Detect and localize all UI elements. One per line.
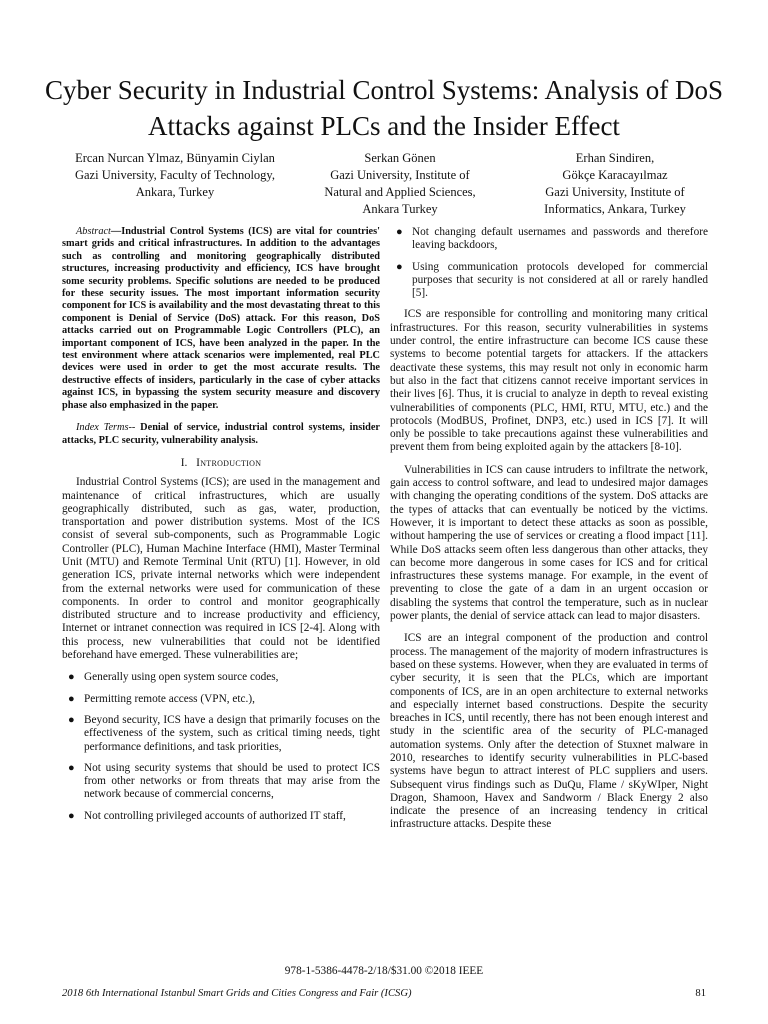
list-item-text: Not controlling privileged accounts of authorized IT staff, [84,809,346,822]
author-line: Gazi University, Faculty of Technology, [74,168,275,182]
right-column [390,226,708,841]
abstract-text: —Industrial Control Systems (ICS) are vital for countries' smart grids and critical infrastructures. In addition to the advantages such as controlling and monitoring geographically distributed structures, increasing productivity and efficiency, ICS have brought some security problems. Specific solutions are needed to be produced for these security issues. The most important information security component for ICS is availability and the most devastating threat to this component is Denial of Service (DoS) attack. For this reason, DoS attacks carried out on Programmable Logic Controllers (PLC), an important component of ICS, have been analyzed in the paper. In the test environment where attack scenarios were implemented, real PLC devices were used in order to get the most accurate results. The destructive effects of insiders, particularly in the case of cyber attacks against ICS, in bypassing the system security measure and discovery phase also emphasized in the paper. [62,226,380,411]
author-line: Erhan Sindiren, [575,151,655,165]
copyright-line: 978-1-5386-4478-2/18/$31.00 ©2018 IEEE [284,965,484,977]
author-line: Gazi University, Institute of [545,185,685,199]
bullet-icon: ● [68,809,75,822]
author-3 [502,150,728,218]
left-column [62,226,380,831]
list-item [62,714,380,754]
bullet-icon: ● [396,260,403,273]
body-paragraph: ICS are responsible for controlling and monitoring many critical infrastructures. For this reason, security vulnerabilities in systems under control, the entire infrastructure can become ICS cause these systems to become potential targets for attackers. If the attackers deactivate these systems, this may result not only in economic harm but also in the fact that citizens cannot receive important services in their lives [6]. Thus, it is crucial to analyze in depth to reveal existing vulnerabilities of components (PLC, HMI, RTU, MTU, etc.) and the protocols (ModBUS, Profinet, DNP3, etc.) used in ICS [7]. It will only be possible to take precautions against these vulnerabilities and prevent them from being exploited again by the attackers [8-10]. [390,308,708,454]
list-item [62,671,380,684]
list-item [62,762,380,802]
list-item-text: Not changing default usernames and passwords and therefore leaving backdoors, [412,226,708,252]
list-item-text: Beyond security, ICS have a design that primarily focuses on the effectiveness of the system, such as critical timing needs, tight performance definitions, and task priorities, [84,713,380,753]
conference-name: 2018 6th International Istanbul Smart Grids and Cities Congress and Fair (ICSG) [62,988,412,999]
list-item [390,261,708,301]
section-numeral: I. [180,456,188,469]
bullet-icon: ● [396,226,403,238]
list-item [62,693,380,706]
abstract [62,226,380,412]
section-heading [62,457,380,470]
vulnerability-list [62,671,380,823]
body-paragraph: ICS are an integral component of the production and control process. The management of the majority of modern infrastructures is based on these systems. However, when they are evaluated in terms of cyber security, it is seen that the PLCs, which are important components of ICS, are in an open architecture to external networks and especially internet based constructions. Despite the security breaches in ICS, until recently, there has not been enough interest and study in the scientific area of the security of PLC-managed automation systems. Only after the detection of Stuxnet malware in 2010, researches to identify security vulnerabilities in PLC-based systems have begun to attract interest of PLC suppliers and users. Subsequent virus findings such as DuQu, Flame / sKyWIper, Night Dragon, Shamoon, Havex and Sandworm / Black Energy 2 also indicate the presence of an increasing tendency in critical infrastructure attacks. Despite these [390,632,708,831]
author-line: Gazi University, Institute of [330,168,470,182]
list-item-text: Generally using open system source codes, [84,671,279,684]
page-number: 81 [695,988,706,999]
author-line: Informatics, Ankara, Turkey [544,202,686,216]
author-line: Gökçe Karacayılmaz [562,168,668,182]
author-line: Ankara Turkey [362,202,438,216]
bullet-icon: ● [68,692,75,705]
author-block [40,150,728,216]
list-item [390,226,708,253]
body-paragraph: Vulnerabilities in ICS can cause intruders to infiltrate the network, gain access to control software, and lead to undesired major damages with changing the operating conditions of the system. DoS attacks are the types of attacks that can eventually be noticed by the victims. However, it is important to detect these attacks as soon as possible, without hampering the use of services or creating a flood impact [11]. While DoS attacks seem often less dangerous than other attacks, they can become more dangerous in some cases for ICS and for critical infrastructures these systems manage. For example, in the event of preventing to close the gate of a dam in an urgent occasion or disabling the systems that control the temperature, such as in nuclear power plants, the denial of service attack can lead to major disasters. [390,463,708,623]
paper-title: Cyber Security in Industrial Control Systems: Analysis of DoS Attacks against PLCs and the Insider Effect [45,75,723,141]
intro-paragraph: Industrial Control Systems (ICS); are used in the management and maintenance of critical infrastructures, which are usually geographically distributed, such as gas, water, production, transportation and power distribution systems. Most of the ICS consist of several sub-components, such as Programmable Logic Controller (PLC), Human Machine Interface (HMI), Master Terminal Unit (MTU) and Remote Terminal Unit (RTU) [1]. However, in old generation ICS, private internal networks which were independent from the external networks were used for communication of these components. In order to control and monitor geographically distributed structure and to increase productivity and efficiency, Internet or intranet connection was required in ICS [2-4]. Along with this process, new vulnerabilities that could not be identified beforehand have emerged. These vulnerabilities are; [62,476,380,662]
list-item-text: Permitting remote access (VPN, etc.), [84,692,255,705]
list-item-text: Not using security systems that should be used to protect ICS from other networks or from threats that may arise from the network because of commercial concerns, [84,761,380,801]
author-2 [310,150,490,218]
abstract-label: Abstract [76,226,111,237]
list-item [62,810,380,823]
bullet-icon: ● [68,761,75,774]
index-terms [62,422,380,447]
index-terms-text: Denial of service, industrial control systems, insider attacks, PLC security, vulnerability analysis. [62,422,380,446]
bullet-icon: ● [68,671,75,684]
index-terms-label: Index Terms-- [76,422,136,434]
author-line: Serkan Gönen [364,151,436,165]
vulnerability-list-continued [390,226,708,300]
section-title: Introduction [196,456,262,469]
bullet-icon: ● [68,713,75,726]
author-line: Natural and Applied Sciences, [324,185,476,199]
author-line: Ercan Nurcan Ylmaz, Bünyamin Ciylan [75,151,275,165]
author-1 [50,150,300,201]
list-item-text: Using communication protocols developed for commercial purposes that security is not considered at all or rarely handled [5]. [412,260,708,300]
author-line: Ankara, Turkey [135,185,215,199]
